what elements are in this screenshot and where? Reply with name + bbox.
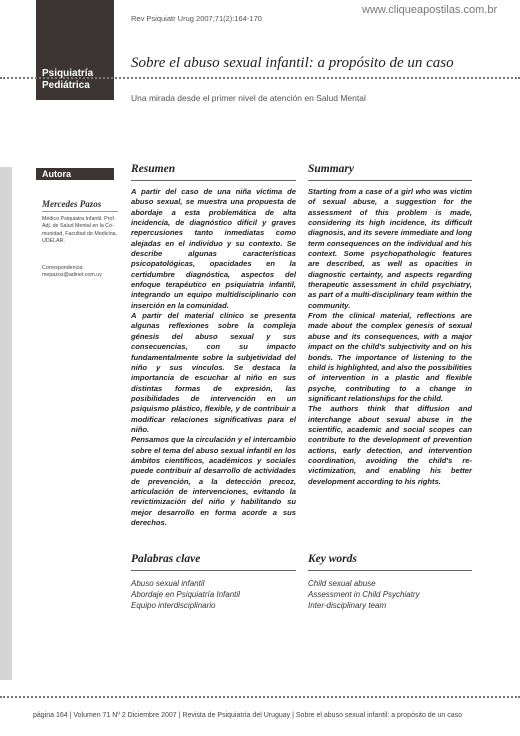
page-footer: página 164 | Volumen 71 Nº 2 Diciembre 2007 | Revista de Psiquiatría del Uruguay | Sobre el abuso sexual infantil: a propósito de un caso [33,712,463,719]
affiliation-line: UDELAR. [42,238,65,245]
article-title: Sobre el abuso sexual infantil: a propósito de un caso [131,55,454,71]
author-name: Mercedes Pazos [42,199,102,209]
journal-reference: Rev Psiquiatr Urug 2007;71(2):164-170 [131,14,262,23]
affiliation-line: Adj. de Salud Mental en la Co- [42,223,114,230]
resumen-paragraph: A partir del caso de una niña víctima de abuso sexual, se muestra una propuesta de abordaje a esta problemática de alta incidencia, de diagnóstico difícil y graves repercusiones tanto inmediatas como alejadas en el individuo y su contexto. Se describe algunas características psicopatológicas, opacidades en la certidumbre diagnóstica, aspectos del enfoque terapéutico en psiquiatría infantil, integrando un equipo multidisciplinario con inserción en la comunidad. [131,187,296,310]
palabras-clave-rule [131,570,296,571]
header-dotted-rule [0,77,520,79]
summary-paragraph: Starting from a case of a girl who was victim of sexual abuse, a suggestion for the assessment of this problem is made, considering its high incidence, its difficult diagnosis, and its severe immediate and long term consequences on the individual and his context. Some psychopathologic features are described, as well as opacities in diagnostic certainty, and aspects regarding therapeutic assessment in child psychiatry, as part of a multi-disciplinary team within the community. [308,187,472,310]
affiliation-line: Médico Psiquiatra Infantil. Prof. [42,216,116,222]
correspondence-email: mepazos@adinet.com.uy [42,272,102,279]
resumen-rule [131,180,296,181]
summary-rule [308,180,472,181]
left-margin-strip [0,167,12,680]
palabras-clave-heading: Palabras clave [131,553,201,565]
palabras-clave-list [131,578,240,611]
keyword-item: Child sexual abuse [308,579,376,588]
summary-paragraph: From the clinical material, reflections are made about the complex genesis of sexual abuse and its consequences, with a major impact on the child's subjectivity and on his bonds. The importance of listening to the child is highlighted, and also the possibilities of intervention in a plastic and flexible psyche, contributing to a change in significant relationships for the child. [308,311,472,403]
key-words-rule [308,570,472,571]
correspondence-label: Correspondencia: [42,265,84,271]
summary-body [308,187,472,487]
section-label-line2: Pediátrica [42,80,90,91]
resumen-paragraph: A partir del material clínico se presenta algunas reflexiones sobre la compleja génesis del abuso sexual y sus consecuencias, con su impacto fundamentalmente sobre la subjetividad del niño y sus vínculos. Se destaca la importancia de escuchar al niño en sus distintas formas de expresión, las posibilidades de intervención en un psiquismo plástico, flexible, y de contribuir a modificar relaciones significativas para el niño. [131,311,296,434]
section-label-line1: Psiquiatría [42,68,94,79]
author-label: Autora [42,169,71,179]
keyword-item: Equipo interdisciplinario [131,601,216,610]
key-words-heading: Key words [308,553,357,565]
keyword-item: Assessment in Child Psychiatry [308,590,420,599]
article-subtitle: Una mirada desde el primer nivel de atención en Salud Mental [131,93,366,103]
watermark: www.cliqueapostilas.com.br [362,4,498,16]
keyword-item: Abordaje en Psiquiatría Infantil [131,590,240,599]
author-divider [42,211,118,212]
correspondence [42,265,124,280]
affiliation-line: munidad, Facultad de Medicina, [42,230,118,237]
resumen-body [131,187,296,528]
resumen-heading: Resumen [131,163,176,175]
summary-heading: Summary [308,163,355,175]
summary-paragraph: The authors think that diffusion and interchange about sexual abuse in the scientific, academic and social scopes can contribute to the development of prevention actions, early detection, and intervention coordination, avoiding the child's re-victimization, and enabling his better development according to his rights. [308,404,472,486]
author-affiliation [42,216,124,246]
resumen-paragraph: Pensamos que la circulación y el intercambio sobre el tema del abuso sexual infantil en los ámbitos científicos, académicos y sociales puede contribuir al desarrollo de actividades de prevención, a la detección precoz, articulación de intervenciones, evitando la revictimización del niño y habilitando su mejor desarrollo en forma acorde a sus derechos. [131,435,296,527]
keyword-item: Inter-disciplinary team [308,601,387,610]
keyword-item: Abuso sexual infantil [131,579,205,588]
key-words-list [308,578,420,611]
footer-dotted-rule [0,696,520,698]
section-label [42,68,93,92]
